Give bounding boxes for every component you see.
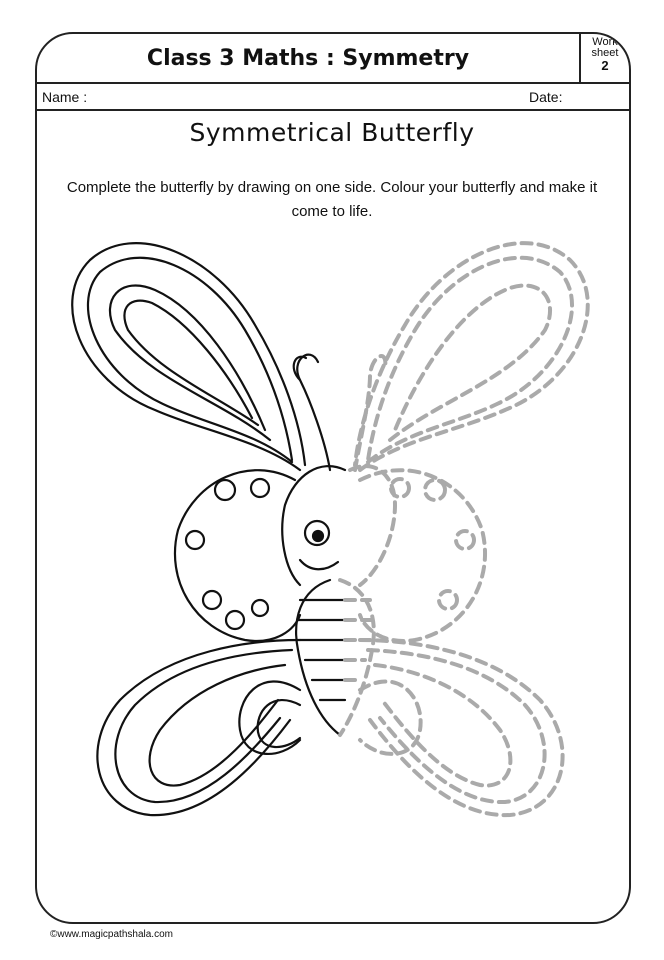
- activity-instructions: Complete the butterfly by drawing on one side. Colour your butterfly and make it come to life.: [66, 179, 598, 220]
- name-field-label: Name :: [42, 89, 88, 105]
- left-wing-spots: [175, 470, 300, 641]
- page-title: Class 3 Maths : Symmetry: [146, 46, 470, 71]
- date-field-label: Date:: [529, 89, 563, 105]
- copyright-footer: ©www.magicpathshala.com: [50, 929, 173, 940]
- left-lower-wing: [97, 640, 300, 815]
- left-upper-wing: [72, 243, 305, 470]
- butterfly-body: [282, 355, 345, 735]
- activity-title: Symmetrical Butterfly: [189, 118, 475, 147]
- worksheet-label: Work sheet: [591, 36, 619, 59]
- butterfly-dashed-half: [340, 243, 588, 815]
- worksheet-number: 2: [601, 58, 609, 73]
